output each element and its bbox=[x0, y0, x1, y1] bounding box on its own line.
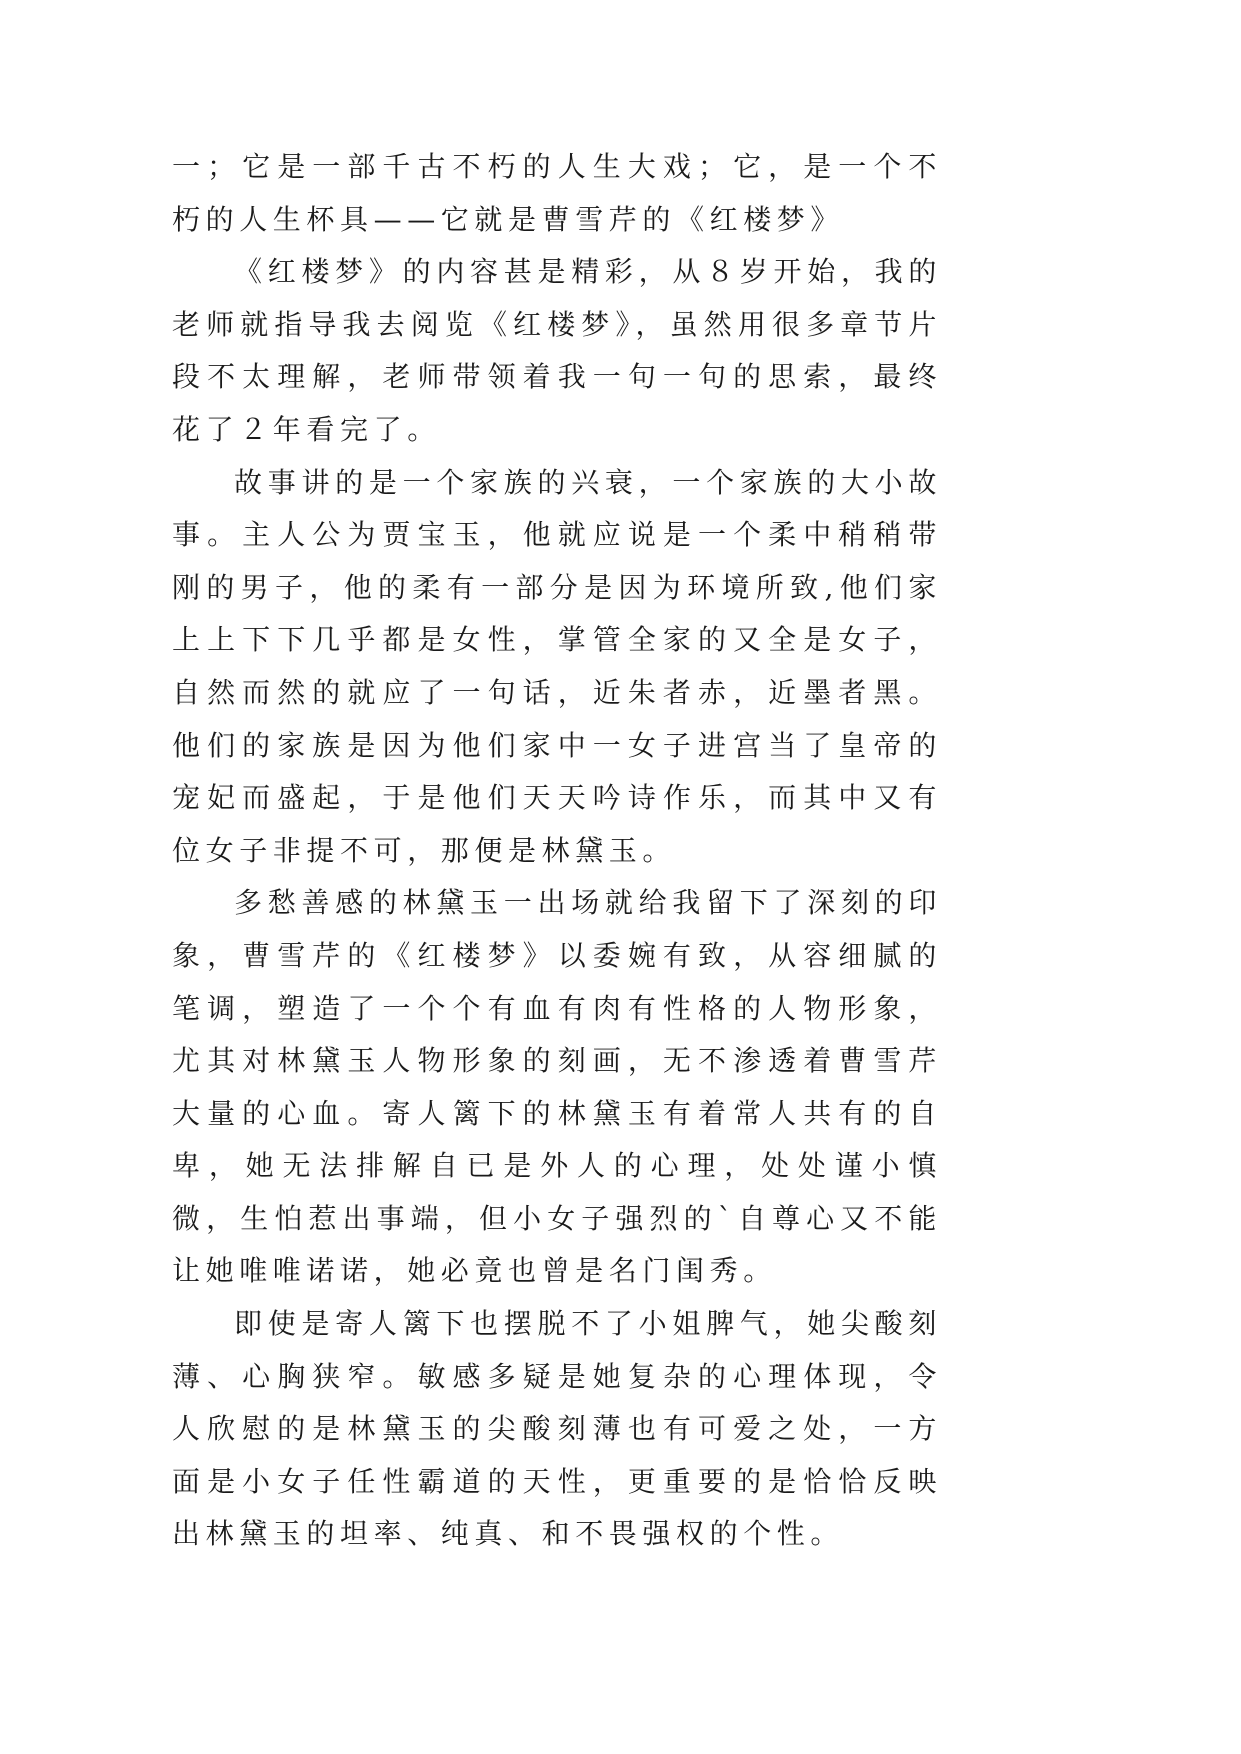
paragraph-3: 故事讲的是一个家族的兴衰，一个家族的大小故事。主人公为贾宝玉，他就应说是一个柔中稍稍带刚的男子，他的柔有一部分是因为环境所致,他们家上上下下几乎都是女性，掌管全家的又全是女子，自然而然的就应了一句话，近朱者赤，近墨者黑。他们的家族是因为他们家中一女子进宫当了皇帝的宠妃而盛起，于是他们天天吟诗作乐，而其中又有位女子非提不可，那便是林黛玉。 bbox=[172, 465, 942, 867]
document-body bbox=[172, 141, 942, 1561]
paragraph-1: 一；它是一部千古不朽的人生大戏；它，是一个不朽的人生杯具——它就是曹雪芹的《红楼梦》 bbox=[172, 150, 942, 236]
paragraph-4: 多愁善感的林黛玉一出场就给我留下了深刻的印象，曹雪芹的《红楼梦》以委婉有致，从容细腻的笔调，塑造了一个个有血有肉有性格的人物形象，尤其对林黛玉人物形象的刻画，无不渗透着曹雪芹大量的心血。寄人篱下的林黛玉有着常人共有的自卑，她无法排解自已是外人的心理，处处谨小慎微，生怕惹出事端，但小女子强烈的`自尊心又不能让她唯唯诺诺，她必竟也曾是名门闺秀。 bbox=[172, 886, 942, 1288]
paragraph-5: 即使是寄人篱下也摆脱不了小姐脾气，她尖酸刻薄、心胸狭窄。敏感多疑是她复杂的心理体现，令人欣慰的是林黛玉的尖酸刻薄也有可爱之处，一方面是小女子任性霸道的天性，更重要的是恰恰反映出林黛玉的坦率、纯真、和不畏强权的个性。 bbox=[172, 1307, 942, 1551]
paragraph-2: 《红楼梦》的内容甚是精彩，从８岁开始，我的老师就指导我去阅览《红楼梦》，虽然用很多章节片段不太理解，老师带领着我一句一句的思索，最终花了２年看完了。 bbox=[172, 255, 942, 446]
